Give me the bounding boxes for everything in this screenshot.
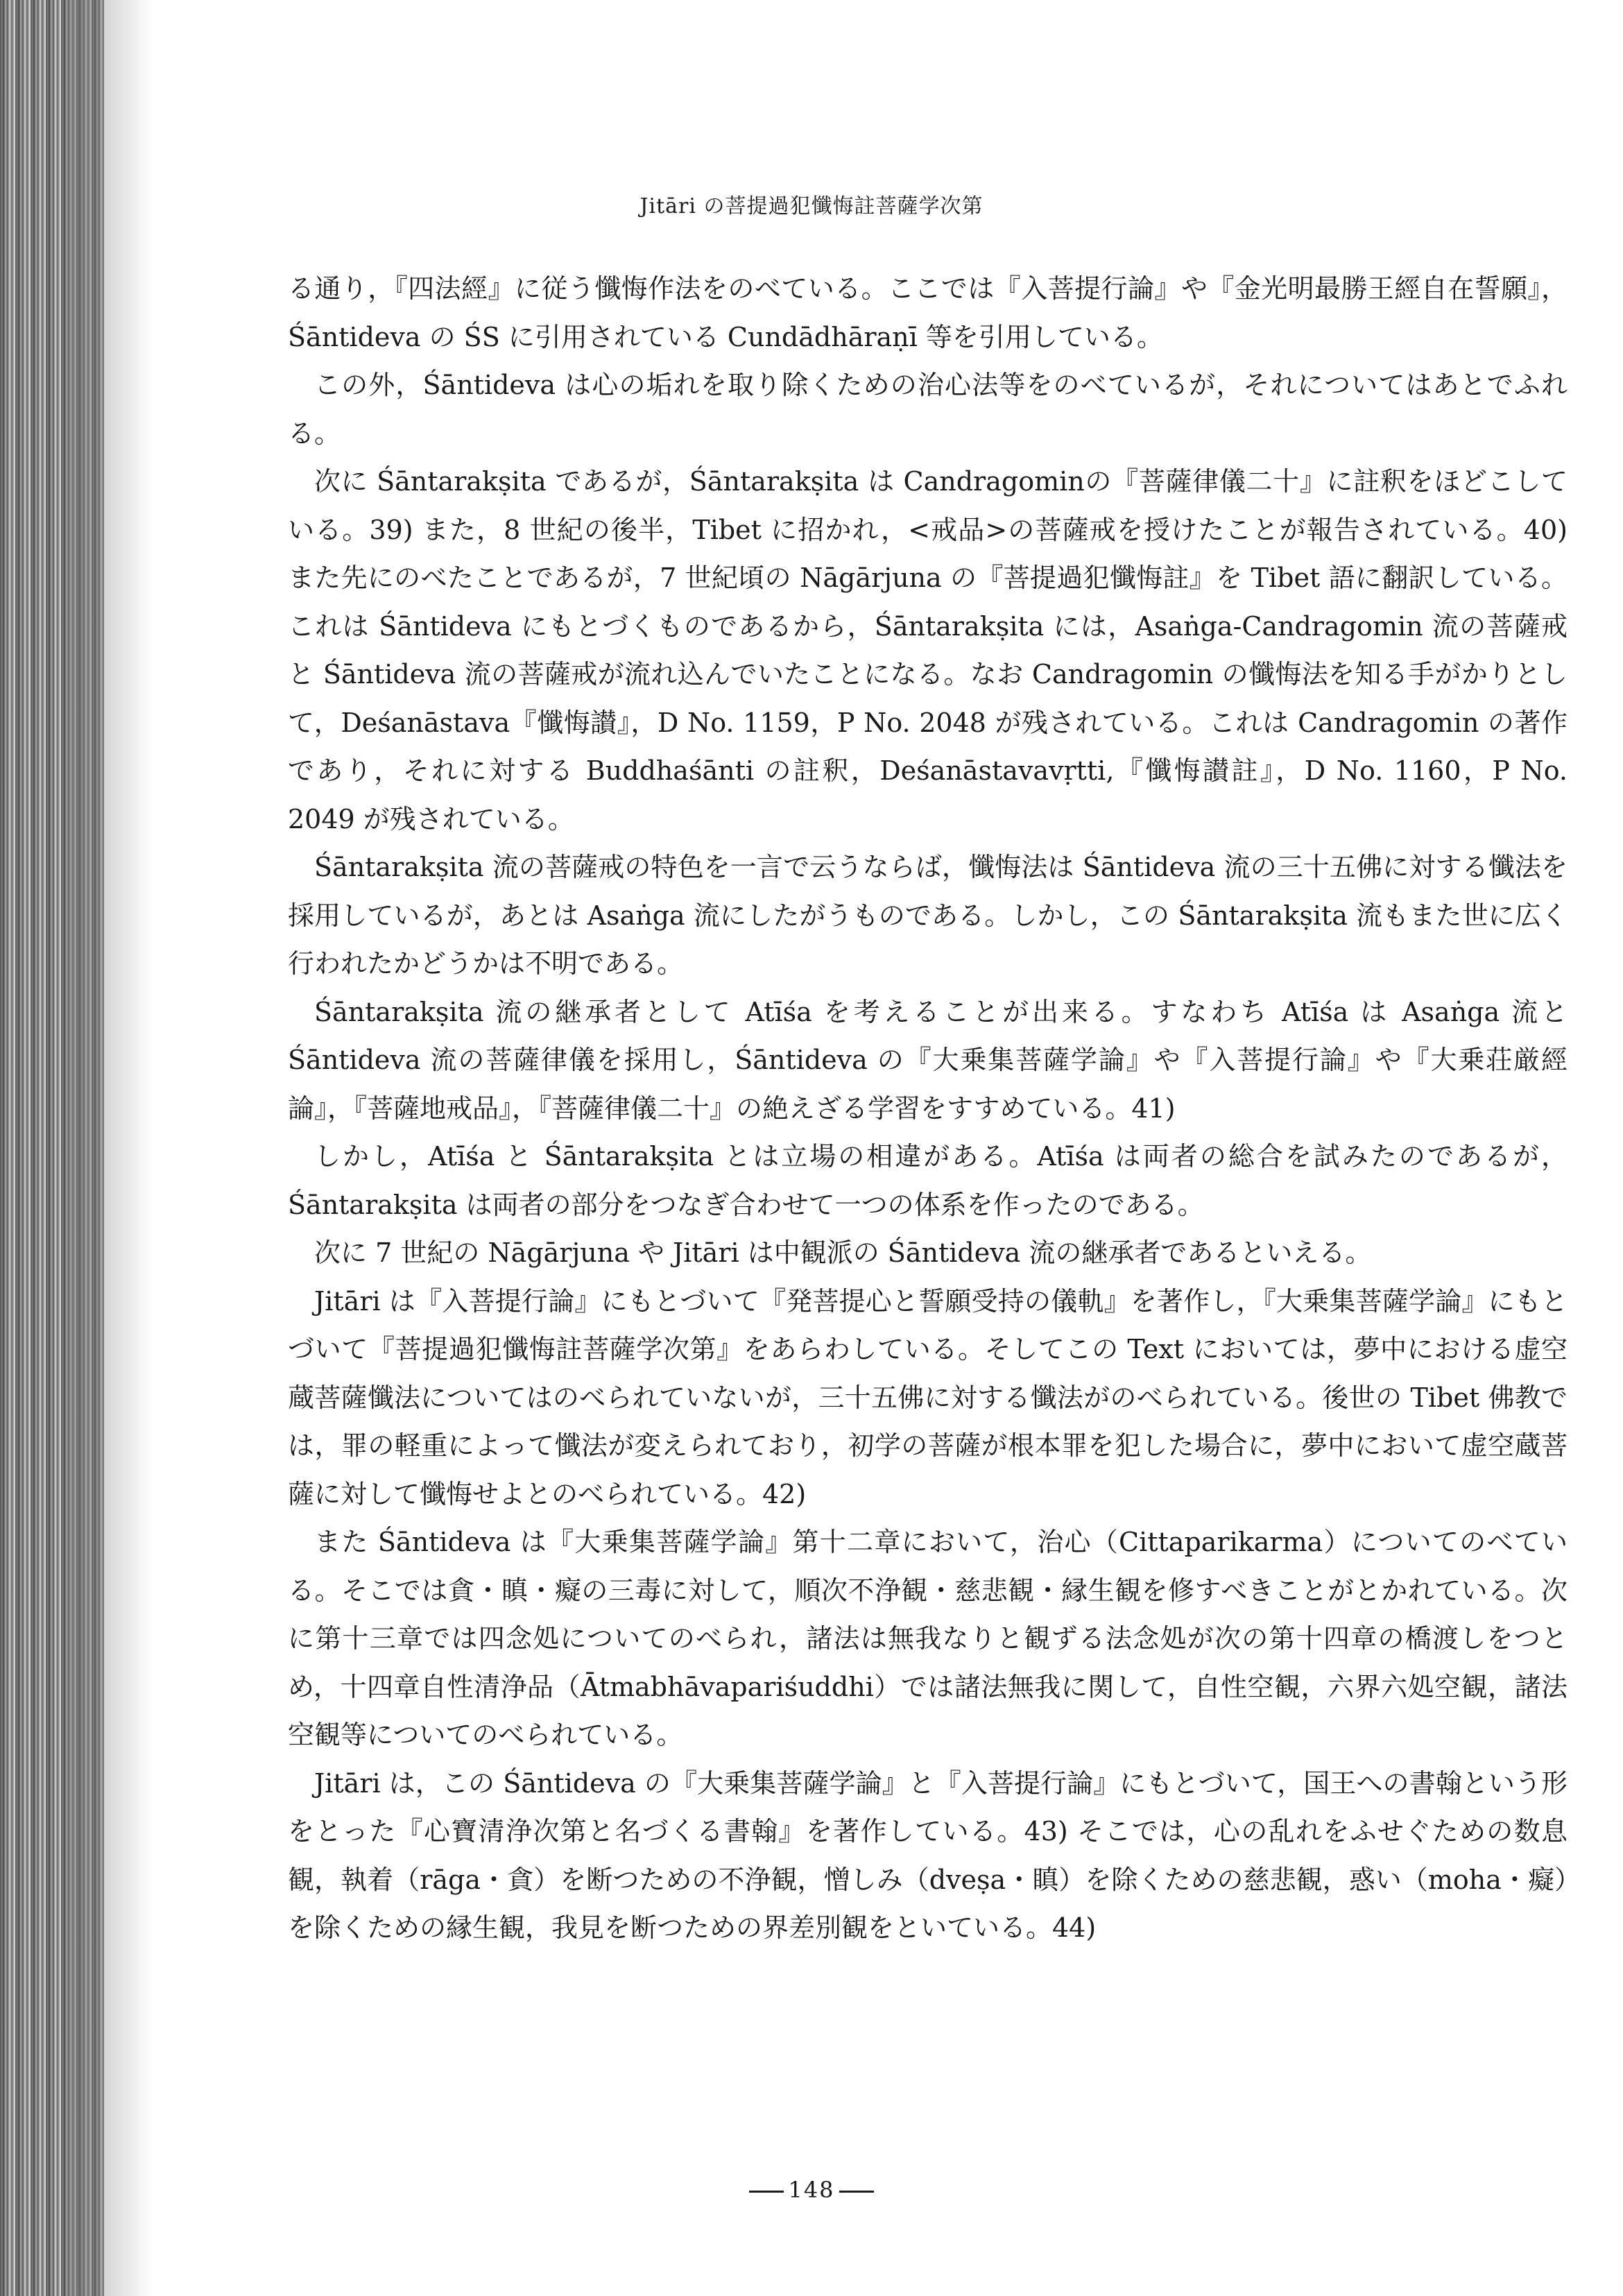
paragraph-8: Jitāri は『入菩提行論』にもとづいて『発菩提心と誓願受持の儀軌』を著作し，『大乗集菩薩学論』にもとづいて『菩提過犯懺悔註菩薩学次第』をあらわしている。そしてこの Text においては，夢中における虚空蔵菩薩懺法についてはのべられていないが，三十五佛に対する懺法がのべられている。後世の Tibet 佛教では，罪の軽重によって懺法が変えられており，初学の菩薩が根本罪を犯した場合に，夢中において虚空蔵菩薩に対して懺悔せよとのべられている。42) — [288, 1285, 1568, 1509]
body-text — [288, 265, 1568, 1953]
folio-dash-right — [839, 2191, 874, 2193]
paragraph-3: 次に Śāntarakṣita であるが，Śāntarakṣita は Candragominの『菩薩律儀二十』に註釈をほどこしている。39) また，8 世紀の後半，Tibet に招かれ，<戒品>の菩薩戒を授けたことが報告されている。40) また先にのべたことであるが，7 世紀頃の Nāgārjuna の『菩提過犯懺悔註』を Tibet 語に翻訳している。これは Śāntideva にもとづくものであるから，Śāntarakṣita には，Asaṅga-Candragomin 流の菩薩戒と Śāntideva 流の菩薩戒が流れ込んでいたことになる。なお Candragomin の懺悔法を知る手がかりとして，Deśanāstava『懺悔讃』，D No. 1159，P No. 2048 が残されている。これは Candragomin の著作であり，それに対する Buddhaśānti の註釈，Deśanāstavavṛtti,『懺悔讃註』，D No. 1160，P No. 2049 が残されている。 — [288, 466, 1568, 834]
paragraph-10: Jitāri は，この Śāntideva の『大乗集菩薩学論』と『入菩提行論』にもとづいて，国王への書翰という形をとった『心寶清浄次第と名づくる書翰』を著作している。43) そこでは，心の乱れをふせぐための数息観，執着（rāga・貪）を断つための不浄観，憎しみ（dveṣa・瞋）を除くための慈悲観，惑い（moha・癡）を除くための縁生観，我見を断つための界差別観をといている。44) — [288, 1767, 1568, 1943]
paragraph-6: しかし，Atīśa と Śāntarakṣita とは立場の相違がある。Atīśa は両者の総合を試みたのであるが，Śāntarakṣita は両者の部分をつなぎ合わせて一つの体系を作ったのである。 — [288, 1141, 1568, 1220]
page-number: 148 — [788, 2177, 835, 2203]
scan-shadow — [69, 0, 153, 2296]
running-head: Jitāri の菩提過犯懺悔註菩薩学次第 — [639, 194, 984, 219]
folio-dash-left — [749, 2191, 784, 2193]
paragraph-2: この外，Śāntideva は心の垢れを取り除くための治心法等をのべているが，それについてはあとでふれる。 — [288, 370, 1568, 449]
page-number-footer — [0, 2177, 1623, 2203]
paragraph-5: Śāntarakṣita 流の継承者として Atīśa を考えることが出来る。すなわち Atīśa は Asaṅga 流と Śāntideva 流の菩薩律儀を採用し，Śāntideva の『大乗集菩薩学論』や『入菩提行論』や『大乗荘厳經論』，『菩薩地戒品』，『菩薩律儀二十』の絶えざる学習をすすめている。41) — [288, 996, 1568, 1124]
paragraph-9: また Śāntideva は『大乗集菩薩学論』第十二章において，治心（Cittaparikarma）についてのべている。そこでは貪・瞋・癡の三毒に対して，順次不浄観・慈悲観・縁生観を修すべきことがとかれている。次に第十三章では四念処についてのべられ，諸法は無我なりと観ずる法念処が次の第十四章の橋渡しをつとめ，十四章自性清浄品（Ātmabhāvapariśuddhi）では諸法無我に関して，自性空観，六界六処空観，諸法空観等についてのべられている。 — [288, 1527, 1568, 1750]
paragraph-7: 次に 7 世紀の Nāgārjuna や Jitāri は中観派の Śāntideva 流の継承者であるといえる。 — [314, 1237, 1372, 1268]
paragraph-1: る通り，『四法經』に従う懺悔作法をのべている。ここでは『入菩提行論』や『金光明最勝王經自在誓願』，Śāntideva の ŚS に引用されている Cundādhāraṇī 等を引用している。 — [288, 273, 1568, 352]
paragraph-4: Śāntarakṣita 流の菩薩戒の特色を一言で云うならば，懺悔法は Śāntideva 流の三十五佛に対する懺法を採用しているが，あとは Asaṅga 流にしたがうものである。しかし，この Śāntarakṣita 流もまた世に広く行われたかどうかは不明である。 — [288, 852, 1568, 979]
